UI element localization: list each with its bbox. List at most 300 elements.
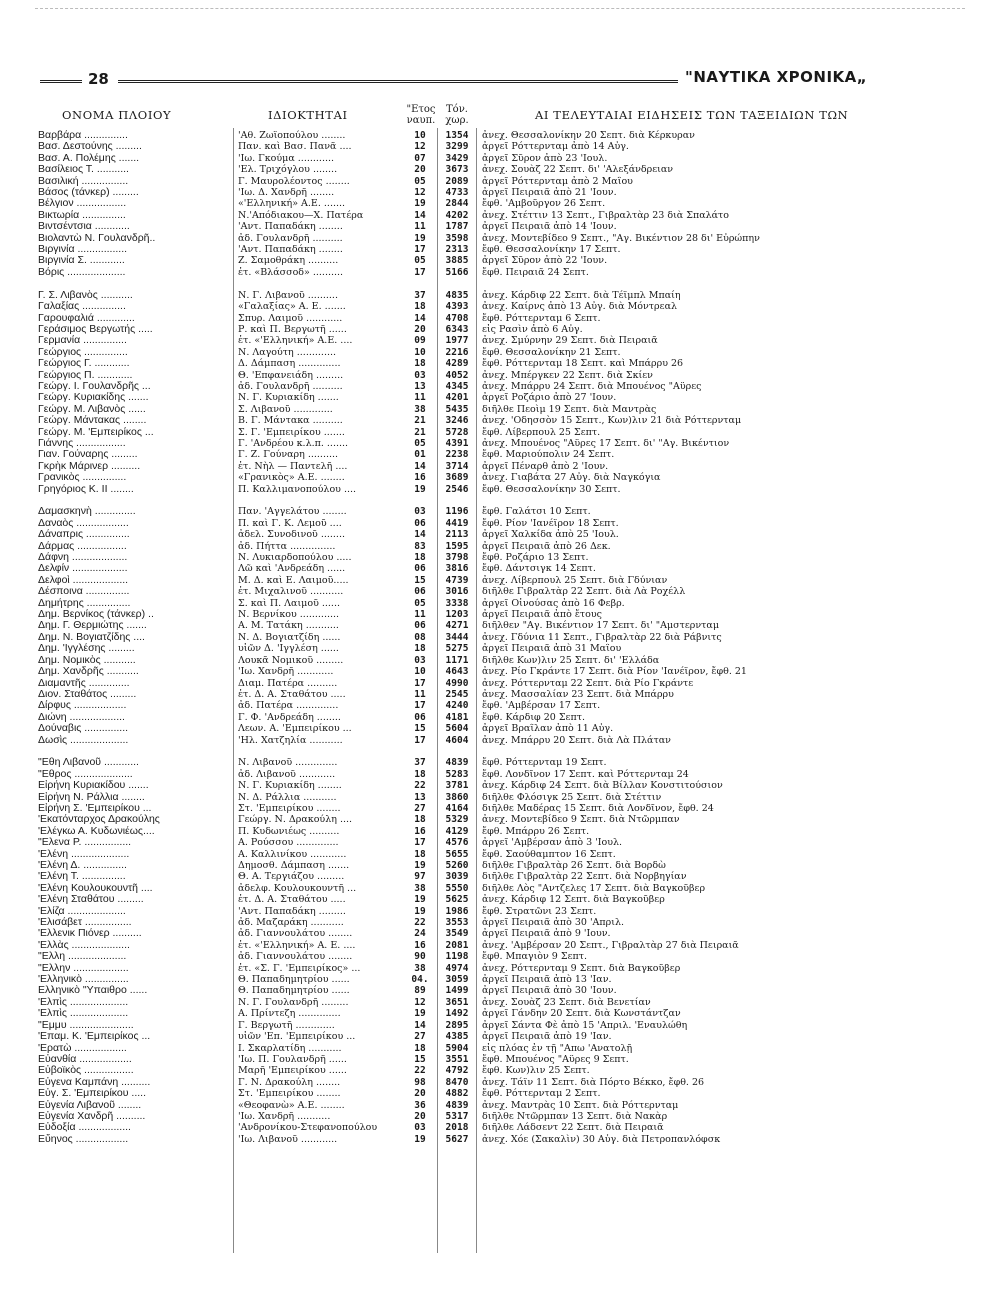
tonnage: 5627 (445, 1133, 469, 1145)
ship-name: 'Ελένη Σταθάτου ......... (38, 894, 144, 906)
tonnage: 4393 (445, 301, 469, 313)
year-built: 22 (414, 917, 426, 929)
tonnage: 5260 (445, 860, 469, 871)
table-row (0, 324, 1000, 335)
year-built: 03 (414, 369, 426, 381)
ship-name: Εἰρήνη Σ. 'Εμπειρίκου ... (38, 802, 152, 814)
owner: Σ. Λιβανοῦ ............. (238, 403, 333, 415)
table-row (0, 803, 1000, 814)
tonnage: 3039 (445, 871, 469, 883)
table-row (0, 381, 1000, 392)
year-built: 03 (414, 506, 426, 518)
table-row (0, 951, 1000, 962)
tonnage: 1787 (445, 221, 469, 233)
table-row (0, 244, 1000, 255)
voyage-news: ἀνεχ. Στέττιν 13 Σεπτ., Γιβραλτὰρ 23 διὰ Σπαλάτο (482, 209, 730, 221)
tonnage: 4835 (445, 289, 469, 301)
tonnage: 4739 (445, 574, 469, 586)
tonnage: 4839 (445, 757, 469, 769)
ship-name: 'Επαμ. Κ. 'Εμπειρίκος ... (38, 1031, 151, 1043)
tonnage: 2081 (445, 939, 469, 951)
ship-name: Γεώργιος ............... (38, 346, 128, 358)
year-built: 18 (414, 1042, 426, 1054)
ship-name: Δαναὸς .................. (38, 517, 129, 529)
year-built: 05 (414, 255, 426, 267)
voyage-news: ἀργεῖ 'Αμβέρσαν ἀπὸ 3 'Ιουλ. (482, 837, 623, 849)
year-built: 19 (414, 198, 426, 210)
owner: ἐτ. Νὴλ — Παντελῆ .... (238, 460, 348, 472)
year-built: 17 (414, 734, 426, 746)
table-row (0, 198, 1000, 209)
year-built: 20 (414, 1088, 426, 1100)
year-built: 18 (414, 643, 426, 655)
table-row (0, 780, 1000, 791)
voyage-news: διῆλθε Γιβραλτὰρ 22 Σεπτ. διὰ Λὰ Ροχέλλ (482, 586, 686, 598)
voyage-news: ἔφθ. Λονδῖνον 17 Σεπτ. καὶ Ρόττερνταμ 24 (482, 768, 689, 780)
voyage-news: διῆλθε Λάδσεντ 22 Σεπτ. διὰ Πειραιᾶ (482, 1122, 664, 1134)
tonnage: 3429 (445, 152, 469, 164)
year-built: 11 (414, 392, 426, 404)
ship-name: 'Ερατὼ .................. (38, 1042, 127, 1054)
table-row (0, 301, 1000, 312)
tonnage: 4345 (445, 380, 469, 392)
ship-name: Γεώργ. Μ. Λιβανὸς ...... (38, 403, 146, 415)
voyage-news: ἀνεχ. Λίβερπουλ 25 Σεπτ. διὰ Γδύνιαν (482, 574, 668, 586)
table-row (0, 290, 1000, 301)
voyage-news: διῆλθε Φλόσιγκ 25 Σεπτ. διὰ Στέττιν (482, 791, 662, 803)
table-row (0, 176, 1000, 187)
voyage-news: ἔφθ. 'Αμβοῦργον 26 Σεπτ. (482, 198, 606, 210)
voyage-news: ἀνεχ. Μοντεβίδεο 9 Σεπτ. διὰ Ντῶρμπαν (482, 814, 680, 826)
column-header-tons: Τόν. χωρ. (445, 104, 469, 126)
voyage-news: ἔφθ. Στρατῶνι 23 Σεπτ. (482, 905, 597, 917)
table-row (0, 1134, 1000, 1145)
year-built: 12 (414, 187, 426, 199)
table-row (0, 963, 1000, 974)
year-built: 13 (414, 791, 426, 803)
year-built: 14 (414, 529, 426, 541)
tonnage: 3651 (445, 996, 469, 1008)
table-row (0, 1031, 1000, 1042)
voyage-news: ἀργεῖ Πειραιᾶ ἀπὸ 14 'Ιουν. (482, 221, 617, 233)
ship-name: Βιργινία Σ. ............ (38, 255, 125, 267)
table-row (0, 837, 1000, 848)
ship-name: Βάσος (τάνκερ) ......... (38, 187, 139, 199)
table-row (0, 974, 1000, 985)
ship-name: Βιργινία ................. (38, 244, 128, 256)
tonnage: 4990 (445, 677, 469, 689)
voyage-news: ἀνεχ. Σουὰζ 22 Σεπτ. δι' 'Αλεξάνδρειαν (482, 164, 674, 176)
voyage-news: ἔφθ. Κων)λιν 25 Σεπτ. (482, 1065, 590, 1077)
table-row (0, 997, 1000, 1008)
tonnage: 3338 (445, 597, 469, 609)
year-built: 11 (414, 221, 426, 233)
year-built: 14 (414, 1019, 426, 1031)
year-built: 05 (414, 597, 426, 609)
table-row (0, 438, 1000, 449)
tonnage: 4643 (445, 666, 469, 678)
tonnage: 5275 (445, 643, 469, 655)
ship-name: "Εμμυ ...................... (38, 1019, 134, 1031)
table-row (0, 792, 1000, 803)
voyage-news: ἔφθ. Θεσσαλονίκην 17 Σεπτ. (482, 244, 621, 256)
ship-name: 'Ελισάβετ ................ (38, 917, 132, 929)
voyage-news: ἀνεχ. Μοντεβίδεο 9 Σεπτ., "Αγ. Βικέντιον 28 δι' Εὐρώπην (482, 232, 760, 244)
voyage-news: ἀργεῖ Βραΐλαν ἀπὸ 11 Αὐγ. (482, 723, 614, 735)
owner: Γεώργ. Ν. Δρακούλη .... (238, 814, 353, 826)
voyage-news: ἀργεῖ Γάνδην 20 Σεπτ. διὰ Κωνστάντζαν (482, 1008, 681, 1020)
year-built: 21 (414, 415, 426, 427)
owner: Γ. Ν. Δρακούλη ........ (238, 1076, 341, 1088)
voyage-news: ἀργεῖ Πειραιᾶ ἀπὸ 31 Μαΐου (482, 643, 622, 655)
ship-name: 'Ελένη Κουλουκουντῆ .... (38, 882, 153, 894)
year-built: 05 (414, 175, 426, 187)
owner: Στ. 'Εμπειρίκου ........ (238, 802, 341, 814)
ship-name: 'Εκατόνταρχος Δρακούλης (38, 814, 160, 826)
owner: Ι. Σκαρλατίδη ........... (238, 1042, 342, 1054)
year-built: 10 (414, 346, 426, 358)
owner: «Γαλαξίας» Α. Ε. ....... (238, 301, 346, 313)
table-row (0, 141, 1000, 152)
table-row (0, 917, 1000, 928)
ship-name: Γεώργιος Γ. ............ (38, 358, 130, 370)
table-row (0, 814, 1000, 825)
voyage-news: ἔφθ. Ροζάριο 13 Σεπτ. (482, 552, 589, 564)
tonnage: 4419 (445, 517, 469, 529)
voyage-news: ἀργεῖ Σάντα Φὲ ἀπὸ 15 'Απριλ. 'Εναυλώθη (482, 1019, 688, 1031)
voyage-news: ἀνεχ. Μαντρὰς 10 Σεπτ. διὰ Ρόττερνταμ (482, 1099, 679, 1111)
column-header-news: ΑΙ ΤΕΛΕΥΤΑΙΑΙ ΕΙΔΗΣΕΙΣ ΤΩΝ ΤΑΞΕΙΔΙΩΝ ΤΩΝ (535, 108, 849, 122)
voyage-news: ἀργεῖ Οἰνούσας ἀπὸ 16 Φεβρ. (482, 597, 625, 609)
owner: ἀδ. Λιβανοῦ ............ (238, 768, 336, 780)
table-row (0, 940, 1000, 951)
year-built: 12 (414, 996, 426, 1008)
table-row (0, 563, 1000, 574)
voyage-news: ἀνεχ. Ρίο Γκράντε 17 Σεπτ. διὰ Ρίον 'Ιανέϊρον, ἔφθ. 21 (482, 666, 747, 678)
tonnage: 3714 (445, 460, 469, 472)
year-built: 18 (414, 768, 426, 780)
owner: ἀδ. Γουλανδρῆ .......... (238, 380, 343, 392)
tonnage: 5625 (445, 894, 469, 906)
voyage-news: ἔφθ. 'Αμβέρσαν 17 Σεπτ. (482, 700, 601, 712)
ship-name: Βασίλειος Τ. ........... (38, 164, 129, 176)
year-built: 16 (414, 939, 426, 951)
voyage-news: ἀνεχ. Γδύνια 11 Σεπτ., Γιβραλτὰρ 22 διὰ Ράβνιτς (482, 631, 722, 643)
owner: ἀδ. Γιαννουλάτου ........ (238, 951, 353, 963)
voyage-news: ἔφθ. Δάντσιγκ 14 Σεπτ. (482, 563, 596, 575)
voyage-news: διῆλθε Γιβραλτὰρ 26 Σεπτ. διὰ Βορδὼ (482, 860, 666, 871)
owner: ἐτ. «Σ. Γ. 'Εμπειρίκος» ... (238, 962, 361, 974)
owner: ἀδ. Γουλανδρῆ .......... (238, 232, 343, 244)
owner: ἀδελ. Συνοδινοῦ ........ (238, 529, 345, 541)
table-row (0, 826, 1000, 837)
column-header-name: ΟΝΟΜΑ ΠΛΟΙΟΥ (62, 108, 172, 122)
owner: 'Ηλ. Χατζηλία ........... (238, 734, 343, 746)
owner: Π. Καλλιμανοπούλου .... (238, 483, 357, 495)
year-built: 11 (414, 609, 426, 621)
table-row (0, 769, 1000, 780)
ship-name: Γ. Σ. Λιβανὸς ........... (38, 289, 133, 301)
tonnage: 4240 (445, 700, 469, 712)
group-spacer (0, 278, 1000, 289)
table-row (0, 541, 1000, 552)
ship-name: Εὔηνος .................. (38, 1133, 129, 1145)
tonnage: 3598 (445, 232, 469, 244)
year-built: 19 (414, 1133, 426, 1145)
voyage-news: ἀργεῖ Ροζάριο ἀπὸ 27 'Ιουν. (482, 392, 617, 404)
table-row (0, 153, 1000, 164)
table-row (0, 210, 1000, 221)
owner: ἐτ. «'Ελληνική» Α. Ε. .... (238, 939, 356, 951)
owner: 'Αθ. Ζωϊοπούλου ........ (238, 130, 346, 141)
owner: Λουκᾶ Νομικοῦ ......... (238, 654, 344, 666)
year-built: 21 (414, 426, 426, 438)
table-row (0, 392, 1000, 403)
tonnage: 1595 (445, 540, 469, 552)
voyage-news: ἔφθ. Μπαγιὸν 9 Σεπτ. (482, 951, 588, 963)
table-row (0, 700, 1000, 711)
tonnage: 4576 (445, 837, 469, 849)
table-row (0, 415, 1000, 426)
ship-name: Βιντσέντσια ............ (38, 221, 130, 233)
table-row (0, 552, 1000, 563)
voyage-news: ἀργεῖ Χαλκίδα ἀπὸ 25 'Ιουλ. (482, 529, 619, 541)
ship-name: Γεώργιος Π. ............ (38, 369, 133, 381)
voyage-news: ἀνεχ. Σμύρνην 29 Σεπτ. διὰ Πειραιᾶ (482, 335, 658, 347)
voyage-news: ἔφθ. Μπάρρυ 26 Σεπτ. (482, 825, 590, 837)
voyage-news: ἀνεχ. Ρόττερνταμ 22 Σεπτ. διὰ Ρίο Γκράντε (482, 677, 694, 689)
ship-name: Δημ. Ν. Βογιατζίδης .... (38, 631, 145, 643)
tonnage: 4882 (445, 1088, 469, 1100)
owner: ἀδελφ. Κουλουκουντῆ ... (238, 882, 357, 894)
year-built: 19 (414, 1008, 426, 1020)
owner: «'Ελληνική» Α.Ε. ....... (238, 198, 346, 210)
ship-name: 'Ελλενικ Πιόνερ .......... (38, 928, 142, 940)
tonnage: 3444 (445, 631, 469, 643)
table-row (0, 712, 1000, 723)
table-row (0, 472, 1000, 483)
owner: ἀδ. Μαζαράκη ........... (238, 917, 344, 929)
owner: Α. Μ. Τατάκη ........... (238, 620, 339, 632)
tonnage: 2844 (445, 198, 469, 210)
table-row (0, 221, 1000, 232)
voyage-news: ἀργεῖ Πειραιᾶ ἀπὸ ἔτους (482, 609, 603, 621)
ship-name: Διώνη ................... (38, 711, 125, 723)
tonnage: 4202 (445, 209, 469, 221)
ship-name: Βόρις .................... (38, 266, 126, 278)
tonnage: 4385 (445, 1031, 469, 1043)
ship-name: Βιολαντὼ Ν. Γουλανδρῆ.. (38, 232, 156, 244)
table-row (0, 187, 1000, 198)
ship-name: Γεώργ. Μάντακας ........ (38, 415, 147, 427)
year-built: 04. (411, 974, 429, 986)
tonnage: 1354 (445, 130, 469, 141)
table-row (0, 985, 1000, 996)
ship-name: Ελληνικὸ "Υπαιθρο ...... (38, 985, 148, 997)
tonnage: 4792 (445, 1065, 469, 1077)
table-row (0, 233, 1000, 244)
table-row (0, 666, 1000, 677)
header-rule-left (40, 80, 82, 83)
tonnage: 2546 (445, 483, 469, 495)
owner: Π. Κυδωνιέως .......... (238, 825, 340, 837)
ship-name: Δάρμας ................. (38, 540, 127, 552)
ship-name: Εὐανθία .................. (38, 1053, 132, 1065)
table-row (0, 575, 1000, 586)
table-row (0, 484, 1000, 495)
tonnage: 1492 (445, 1008, 469, 1020)
voyage-news: ἀνεχ. Θεσσαλονίκην 20 Σεπτ. διὰ Κέρκυραν (482, 130, 695, 141)
ship-name: Γεώργ. Μ. 'Εμπειρίκος ... (38, 426, 154, 438)
owner: Α. Ρούσσου .............. (238, 837, 339, 849)
table-row (0, 427, 1000, 438)
year-built: 19 (414, 232, 426, 244)
ship-name: Δάναπρις ............... (38, 529, 130, 541)
table-row (0, 620, 1000, 631)
ship-name: Δημ. Βερνίκος (τάνκερ) .. (38, 609, 154, 621)
tonnage: 3781 (445, 780, 469, 792)
table-row (0, 906, 1000, 917)
voyage-news: διῆλθε Μαδέρας 15 Σεπτ. διὰ Λονδῖνον, ἔφθ. 24 (482, 802, 714, 814)
table-row (0, 757, 1000, 768)
table-row (0, 449, 1000, 460)
voyage-news: ἀνεχ. 'Οδησσὸν 15 Σεπτ., Κων)λιν 21 διὰ Ρόττερνταμ (482, 415, 742, 427)
year-built: 37 (414, 757, 426, 769)
owner: Ζ. Σαμοθράκη .......... (238, 255, 339, 267)
table-row (0, 130, 1000, 141)
voyage-news: ἀνεχ. Χόε (Σακαλὶν) 30 Αὐγ. διὰ Πετροπανλόφσκ (482, 1133, 721, 1145)
table-row (0, 358, 1000, 369)
owner: Γ. Βεργωτῆ ............. (238, 1019, 335, 1031)
owner: Ν. Δ. Ράλλια ........... (238, 791, 337, 803)
owner: Θ. Παπαδημητρίου ...... (238, 985, 350, 997)
ship-name: Εὐγενία Χανδρῆ .......... (38, 1110, 146, 1122)
year-built: 06 (414, 563, 426, 575)
table-row (0, 883, 1000, 894)
table-row (0, 255, 1000, 266)
year-built: 15 (414, 723, 426, 735)
owner: ἐτ. «Βλάσσοδ» .......... (238, 266, 344, 278)
ship-name: Δημ. Γ. Θερμιώτης ....... (38, 620, 147, 632)
owner: Ν. Λυκιαρδοπούλου ..... (238, 552, 352, 564)
table-row (0, 335, 1000, 346)
ship-name: Εὐγενα Καμπάνη .......... (38, 1076, 151, 1088)
tonnage: 2545 (445, 688, 469, 700)
table-row (0, 1054, 1000, 1065)
tonnage: 3059 (445, 974, 469, 986)
year-built: 19 (414, 905, 426, 917)
ship-name: 'Ελέγκω Α. Κυδωνιέως.... (38, 825, 155, 837)
ship-name: Βαρβάρα ............... (38, 130, 128, 141)
owner: Ν. Γ. Κυριακίδη ....... (238, 392, 339, 404)
tonnage: 4164 (445, 802, 469, 814)
year-built: 14 (414, 209, 426, 221)
voyage-news: ἔφθ. Ρίον 'Ιανέϊρον 18 Σεπτ. (482, 517, 619, 529)
year-built: 18 (414, 358, 426, 370)
tonnage: 2018 (445, 1122, 469, 1134)
owner: Ν. Γ. Γουλανδρῆ ......... (238, 996, 349, 1008)
column-header-year: "Ετος ναυπ. (406, 104, 436, 126)
voyage-news: ἀνεχ. 'Αμβέρσαν 20 Σεπτ., Γιβραλτὰρ 27 διὰ Πειραιᾶ (482, 939, 739, 951)
owner: Διαμ. Πατέρα .......... (238, 677, 338, 689)
owner: «Γρανικὸς» Α.Ε. ........ (238, 472, 345, 484)
year-built: 98 (414, 1076, 426, 1088)
tonnage: 1977 (445, 335, 469, 347)
owner: Γ. 'Ανδρέου κ.λ.π. ....... (238, 437, 349, 449)
table-row (0, 1111, 1000, 1122)
ship-name: 'Ελπὶς .................... (38, 1008, 129, 1020)
tonnage: 2089 (445, 175, 469, 187)
tonnage: 4052 (445, 369, 469, 381)
voyage-news: ἔφθ. Θεσσαλονίκην 30 Σεπτ. (482, 483, 621, 495)
ship-name: "Εθρος .................... (38, 768, 133, 780)
year-built: 15 (414, 574, 426, 586)
tonnage: 4271 (445, 620, 469, 632)
table-row (0, 735, 1000, 746)
year-built: 37 (414, 289, 426, 301)
ship-name: Δημ. 'Ιγγλέσης ......... (38, 643, 135, 655)
ship-name: Γιαν. Γούναρης ......... (38, 449, 138, 461)
tonnage: 3798 (445, 552, 469, 564)
year-built: 16 (414, 472, 426, 484)
voyage-news: ἀνεχ. Σουὰζ 23 Σεπτ. διὰ Βενετίαν (482, 996, 651, 1008)
tonnage: 3299 (445, 141, 469, 153)
voyage-news: ἀνεχ. Κάρδιφ 12 Σεπτ. διὰ Βαγκοῦβερ (482, 894, 665, 906)
year-built: 19 (414, 860, 426, 871)
voyage-news: ἔφθ. Σαούθαμπτον 16 Σεπτ. (482, 848, 616, 860)
year-built: 22 (414, 1065, 426, 1077)
owner: 'Αντ. Παπαδάκη ........ (238, 221, 343, 233)
tonnage: 5435 (445, 403, 469, 415)
owner: Ν. Δ. Βογιατζίδη ...... (238, 631, 341, 643)
year-built: 38 (414, 403, 426, 415)
ship-name: "Ελενα Ρ. ................ (38, 837, 132, 849)
voyage-news: ἀργεῖ Πειραιᾶ ἀπὸ 30 'Απριλ. (482, 917, 625, 929)
owner: Γ. Φ. 'Ανδρεάδη ........ (238, 711, 341, 723)
owner: Παν. 'Αγγελάτου ........ (238, 506, 347, 518)
tonnage: 8470 (445, 1076, 469, 1088)
year-built: 18 (414, 814, 426, 826)
voyage-news: διῆλθε Λὸς "Αντζελες 17 Σεπτ. διὰ Βαγκοῦβερ (482, 882, 706, 894)
tonnage: 1196 (445, 506, 469, 518)
tonnage: 3549 (445, 928, 469, 940)
ship-name: "Ελλην ................... (38, 962, 129, 974)
owner: Δ. Δάμπαση .............. (238, 358, 341, 370)
owner: Ν. Βερνίκου ............. (238, 609, 340, 621)
ship-name: Δάφνη ................... (38, 552, 128, 564)
voyage-news: ἀργεῖ Πειραιᾶ ἀπὸ 21 'Ιουν. (482, 187, 617, 199)
voyage-news: ἀργεῖ Πειραιᾶ ἀπὸ 9 'Ιουν. (482, 928, 611, 940)
ship-name: 'Ελένη Τ. ............... (38, 871, 126, 883)
table-row (0, 404, 1000, 415)
owner: Λῶ καὶ 'Ανδρεάδη ...... (238, 563, 346, 575)
voyage-news: ἀνεχ. Μπάρρυ 24 Σεπτ. διὰ Μπουένος "Αϋρες (482, 380, 702, 392)
voyage-news: ἔφθ. Ρόττερνταμ 19 Σεπτ. (482, 757, 607, 769)
table-row (0, 267, 1000, 278)
ship-name: Δωσὶς .................... (38, 734, 129, 746)
owner: ἀδ. Πατέρα .............. (238, 700, 339, 712)
year-built: 90 (414, 951, 426, 963)
ship-name: "Εθη Λιβανοῦ ............ (38, 757, 139, 769)
owner: 'Ελ. Τριχόγλου ........ (238, 164, 338, 176)
tonnage: 2313 (445, 244, 469, 256)
tonnage: 4733 (445, 187, 469, 199)
voyage-news: ἔφθ. Θεσσαλονίκην 21 Σεπτ. (482, 346, 621, 358)
owner: Ν. Γ. Λιβανοῦ .......... (238, 289, 338, 301)
voyage-news: διῆλθεν "Αγ. Βικέντιον 17 Σεπτ. δι' "Αμστερνταμ (482, 620, 720, 632)
ship-name: Δημήτρης ............... (38, 597, 131, 609)
tonnage: 2216 (445, 346, 469, 358)
